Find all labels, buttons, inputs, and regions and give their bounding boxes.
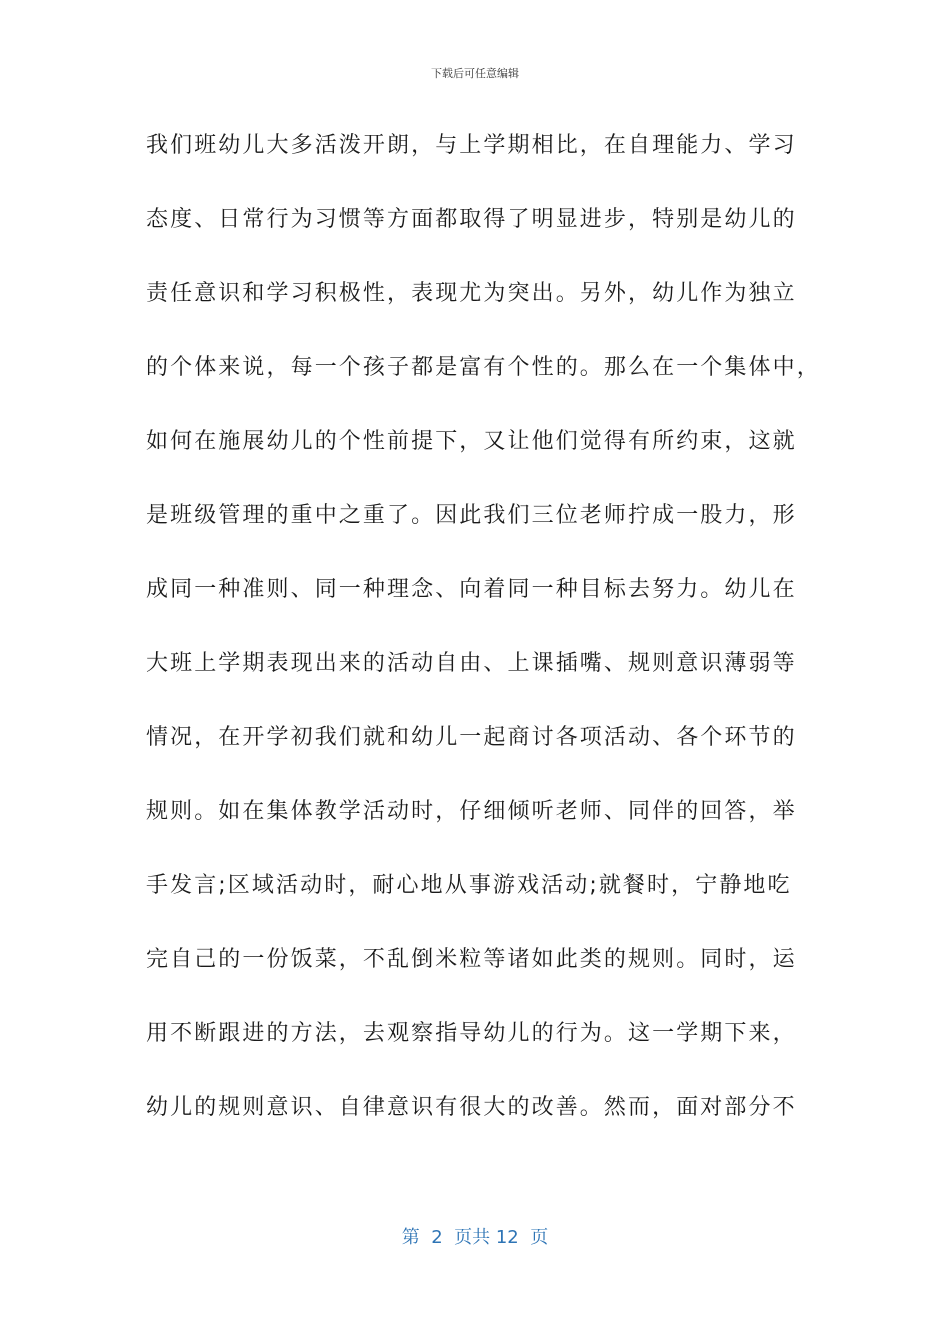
body-text <box>146 122 826 1158</box>
body-line: 大班上学期表现出来的活动自由、上课插嘴、规则意识薄弱等 <box>146 651 797 676</box>
body-line: 态度、日常行为习惯等方面都取得了明显进步，特别是幼儿的 <box>146 207 797 232</box>
body-line: 成同一种准则、同一种理念、向着同一种目标去努力。幼儿在 <box>146 577 797 602</box>
body-line: 手发言;区域活动时，耐心地从事游戏活动;就餐时，宁静地吃 <box>146 873 792 898</box>
body-line: 责任意识和学习积极性，表现尤为突出。另外，幼儿作为独立 <box>146 281 797 306</box>
body-line: 用不断跟进的方法，去观察指导幼儿的行为。这一学期下来， <box>146 1021 797 1046</box>
body-line: 完自己的一份饭菜，不乱倒米粒等诸如此类的规则。同时，运 <box>146 947 797 972</box>
body-line: 我们班幼儿大多活泼开朗，与上学期相比，在自理能力、学习 <box>146 133 797 158</box>
body-line: 的个体来说，每一个孩子都是富有个性的。那么在一个集体中， <box>146 355 821 380</box>
body-line: 情况，在开学初我们就和幼儿一起商讨各项活动、各个环节的 <box>146 725 797 750</box>
body-line: 规则。如在集体教学活动时，仔细倾听老师、同伴的回答，举 <box>146 799 797 824</box>
page-number: 第 2 页共 12 页 <box>401 1227 549 1248</box>
page-header: 下载后可任意编辑 <box>431 67 519 80</box>
body-line: 是班级管理的重中之重了。因此我们三位老师拧成一股力，形 <box>146 503 797 528</box>
body-line: 如何在施展幼儿的个性前提下，又让他们觉得有所约束，这就 <box>146 429 797 454</box>
body-line: 幼儿的规则意识、自律意识有很大的改善。然而，面对部分不 <box>146 1095 797 1120</box>
